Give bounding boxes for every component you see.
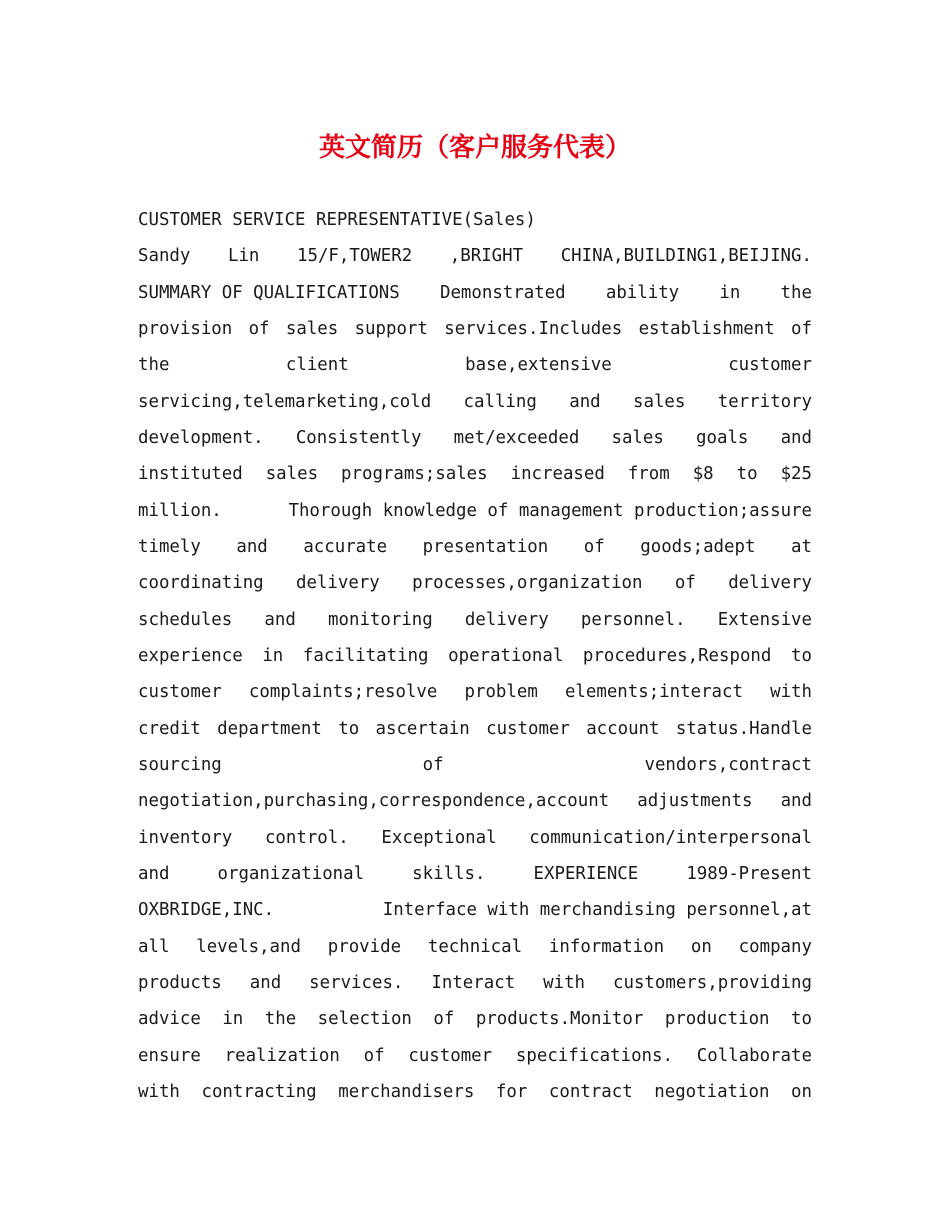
text-word: all	[138, 936, 170, 957]
text-word: negotiation	[654, 1081, 770, 1102]
text-word: increased	[510, 464, 605, 485]
text-line	[138, 1074, 812, 1110]
text-word: of	[248, 318, 270, 339]
text-word: of	[363, 1045, 385, 1066]
text-word: the	[264, 1009, 297, 1030]
text-word: $8	[692, 464, 714, 485]
text-word: instituted	[138, 464, 243, 485]
text-word: sales	[265, 464, 319, 485]
text-word: contracting	[201, 1081, 317, 1102]
text-word: Extensive	[717, 609, 812, 630]
text-word: of	[583, 536, 605, 557]
text-word: the	[780, 282, 812, 303]
text-word: experience	[138, 645, 243, 666]
text-word: Interact	[431, 972, 516, 993]
text-word: production	[664, 1009, 770, 1030]
text-word: in	[262, 645, 284, 666]
text-word: contract	[548, 1081, 633, 1102]
text-word: of	[422, 754, 444, 775]
text-word: territory	[717, 391, 812, 412]
text-word: programs;sales	[341, 464, 488, 485]
text-word: credit	[138, 718, 201, 739]
text-word: provision	[138, 318, 233, 339]
text-word: complaints;resolve	[248, 682, 438, 703]
text-line	[138, 238, 812, 274]
text-word: problem	[464, 682, 538, 703]
text-word: Sandy	[138, 246, 191, 267]
text-line	[138, 929, 812, 965]
text-word: ascertain	[375, 718, 470, 739]
text-word: in	[222, 1009, 244, 1030]
text-word: servicing,telemarketing,cold	[138, 391, 432, 412]
text-word: department	[217, 718, 322, 739]
text-line	[138, 202, 812, 238]
text-word: accurate	[303, 536, 388, 557]
text-word: of	[791, 318, 812, 339]
text-word: and	[236, 536, 268, 557]
text-word: and	[249, 972, 282, 993]
text-word: CUSTOMER SERVICE REPRESENTATIVE(Sales)	[138, 210, 536, 230]
text-word: to	[338, 718, 360, 739]
text-word: Consistently	[295, 427, 422, 448]
text-line	[138, 275, 812, 311]
text-line	[138, 747, 812, 783]
text-word: from	[627, 464, 670, 485]
text-word: ensure	[138, 1045, 201, 1066]
text-word: with	[770, 682, 812, 703]
text-word: goods;adept	[640, 536, 756, 557]
text-line	[138, 1001, 812, 1037]
text-word: OXBRIDGE,INC.	[138, 900, 275, 921]
text-word: schedules	[138, 609, 233, 630]
text-word: adjustments	[637, 791, 753, 812]
text-word: account	[586, 718, 660, 739]
text-word: processes,organization	[412, 573, 643, 594]
text-word: million.	[138, 500, 222, 521]
text-word: base,extensive	[465, 355, 612, 376]
text-line	[138, 711, 812, 747]
text-word: services.Includes	[444, 318, 623, 339]
text-word: procedures,Respond	[582, 645, 772, 666]
text-word: calling	[463, 391, 537, 412]
text-word: operational	[448, 645, 564, 666]
text-word: information	[548, 936, 665, 957]
text-word: status.Handle	[675, 718, 812, 739]
text-word: customer	[408, 1045, 493, 1066]
text-word: delivery	[296, 573, 380, 594]
page-title: 英文简历（客户服务代表）	[318, 133, 631, 163]
text-word: services.	[309, 972, 404, 993]
text-word: goals	[696, 427, 749, 448]
text-word: merchandisers	[338, 1081, 475, 1102]
text-word: the	[138, 355, 170, 376]
text-word: vendors,contract	[644, 754, 812, 775]
text-word: with	[543, 972, 586, 993]
text-line	[138, 638, 812, 674]
text-word: sales	[611, 427, 664, 448]
text-line	[138, 493, 812, 529]
text-line	[138, 965, 812, 1001]
text-line	[138, 384, 812, 420]
text-word: of	[433, 1009, 455, 1030]
text-line	[138, 856, 812, 892]
text-word: inventory	[138, 827, 233, 848]
text-word: ability	[605, 282, 680, 303]
text-line	[138, 820, 812, 856]
text-word: CHINA,BUILDING1,BEIJING.	[560, 246, 812, 267]
text-word: support	[354, 318, 428, 339]
text-word: SUMMARY OF QUALIFICATIONS	[138, 282, 400, 303]
text-word: levels,and	[196, 936, 301, 957]
text-word: realization	[224, 1045, 340, 1066]
text-word: and	[780, 791, 812, 812]
text-word: and	[264, 609, 296, 630]
text-word: to	[791, 1009, 812, 1030]
text-word: at	[790, 536, 812, 557]
text-word: of	[674, 573, 696, 594]
text-word: customer	[728, 355, 812, 376]
text-word: $25	[780, 464, 812, 485]
text-word: customer	[138, 682, 222, 703]
text-line	[138, 602, 812, 638]
text-word: 15/F,TOWER2	[297, 246, 413, 267]
text-word: Demonstrated	[439, 282, 566, 303]
text-word: customer	[486, 718, 570, 739]
text-word: Collaborate	[696, 1045, 812, 1066]
text-word: Exceptional	[381, 827, 497, 848]
text-word: monitoring	[328, 609, 433, 630]
text-word: technical	[427, 936, 523, 957]
text-line	[138, 565, 812, 601]
text-word: to	[790, 645, 812, 666]
text-word: negotiation,purchasing,correspondence,account	[138, 791, 610, 812]
text-line	[138, 783, 812, 819]
text-word: sales	[285, 318, 339, 339]
text-word: to	[736, 464, 758, 485]
text-word: elements;interact	[564, 682, 743, 703]
text-word: facilitating	[302, 645, 429, 666]
text-word: presentation	[422, 536, 549, 557]
text-word: communication/interpersonal	[529, 827, 812, 848]
text-word: development.	[138, 427, 264, 448]
text-word: and	[780, 427, 812, 448]
text-word: delivery	[728, 573, 812, 594]
text-word: control.	[264, 827, 349, 848]
text-word: for	[495, 1081, 528, 1102]
text-word: sales	[633, 391, 686, 412]
text-word: with	[138, 1081, 180, 1102]
text-word: EXPERIENCE	[533, 863, 639, 884]
text-line	[138, 674, 812, 710]
text-word: provide	[327, 936, 402, 957]
text-word: sourcing	[138, 754, 222, 775]
text-line	[138, 892, 812, 928]
text-word: on	[791, 1081, 812, 1102]
text-word: skills.	[412, 863, 486, 884]
text-word: delivery	[464, 609, 549, 630]
text-line	[138, 311, 812, 347]
text-word: selection	[317, 1009, 412, 1030]
text-line	[138, 347, 812, 383]
text-word: products.Monitor	[475, 1009, 644, 1030]
text-word: met/exceeded	[453, 427, 580, 448]
text-word: customers,providing	[613, 972, 812, 993]
text-line	[138, 456, 812, 492]
text-line	[138, 420, 812, 456]
text-word: and	[138, 863, 170, 884]
document-body	[138, 202, 812, 1110]
text-word: on	[690, 936, 712, 957]
text-word: and	[569, 391, 601, 412]
text-word: client	[285, 355, 349, 376]
text-line	[138, 1038, 812, 1074]
text-word: in	[719, 282, 741, 303]
text-word: timely	[138, 536, 201, 557]
text-word: coordinating	[138, 573, 264, 594]
text-word: company	[738, 936, 812, 957]
text-word: specifications.	[515, 1045, 673, 1066]
text-word: establishment	[638, 318, 775, 339]
text-line	[138, 529, 812, 565]
text-word: Interface with merchandising personnel,at	[382, 900, 812, 921]
text-word: products	[138, 972, 222, 993]
text-word: organizational	[217, 863, 365, 884]
text-word: ,BRIGHT	[449, 246, 524, 267]
text-word: Lin	[227, 246, 260, 267]
text-word: personnel.	[580, 609, 686, 630]
text-word: Thorough knowledge of management production;assure	[288, 500, 812, 521]
text-word: advice	[138, 1009, 201, 1030]
text-word: 1989-Present	[686, 863, 812, 884]
